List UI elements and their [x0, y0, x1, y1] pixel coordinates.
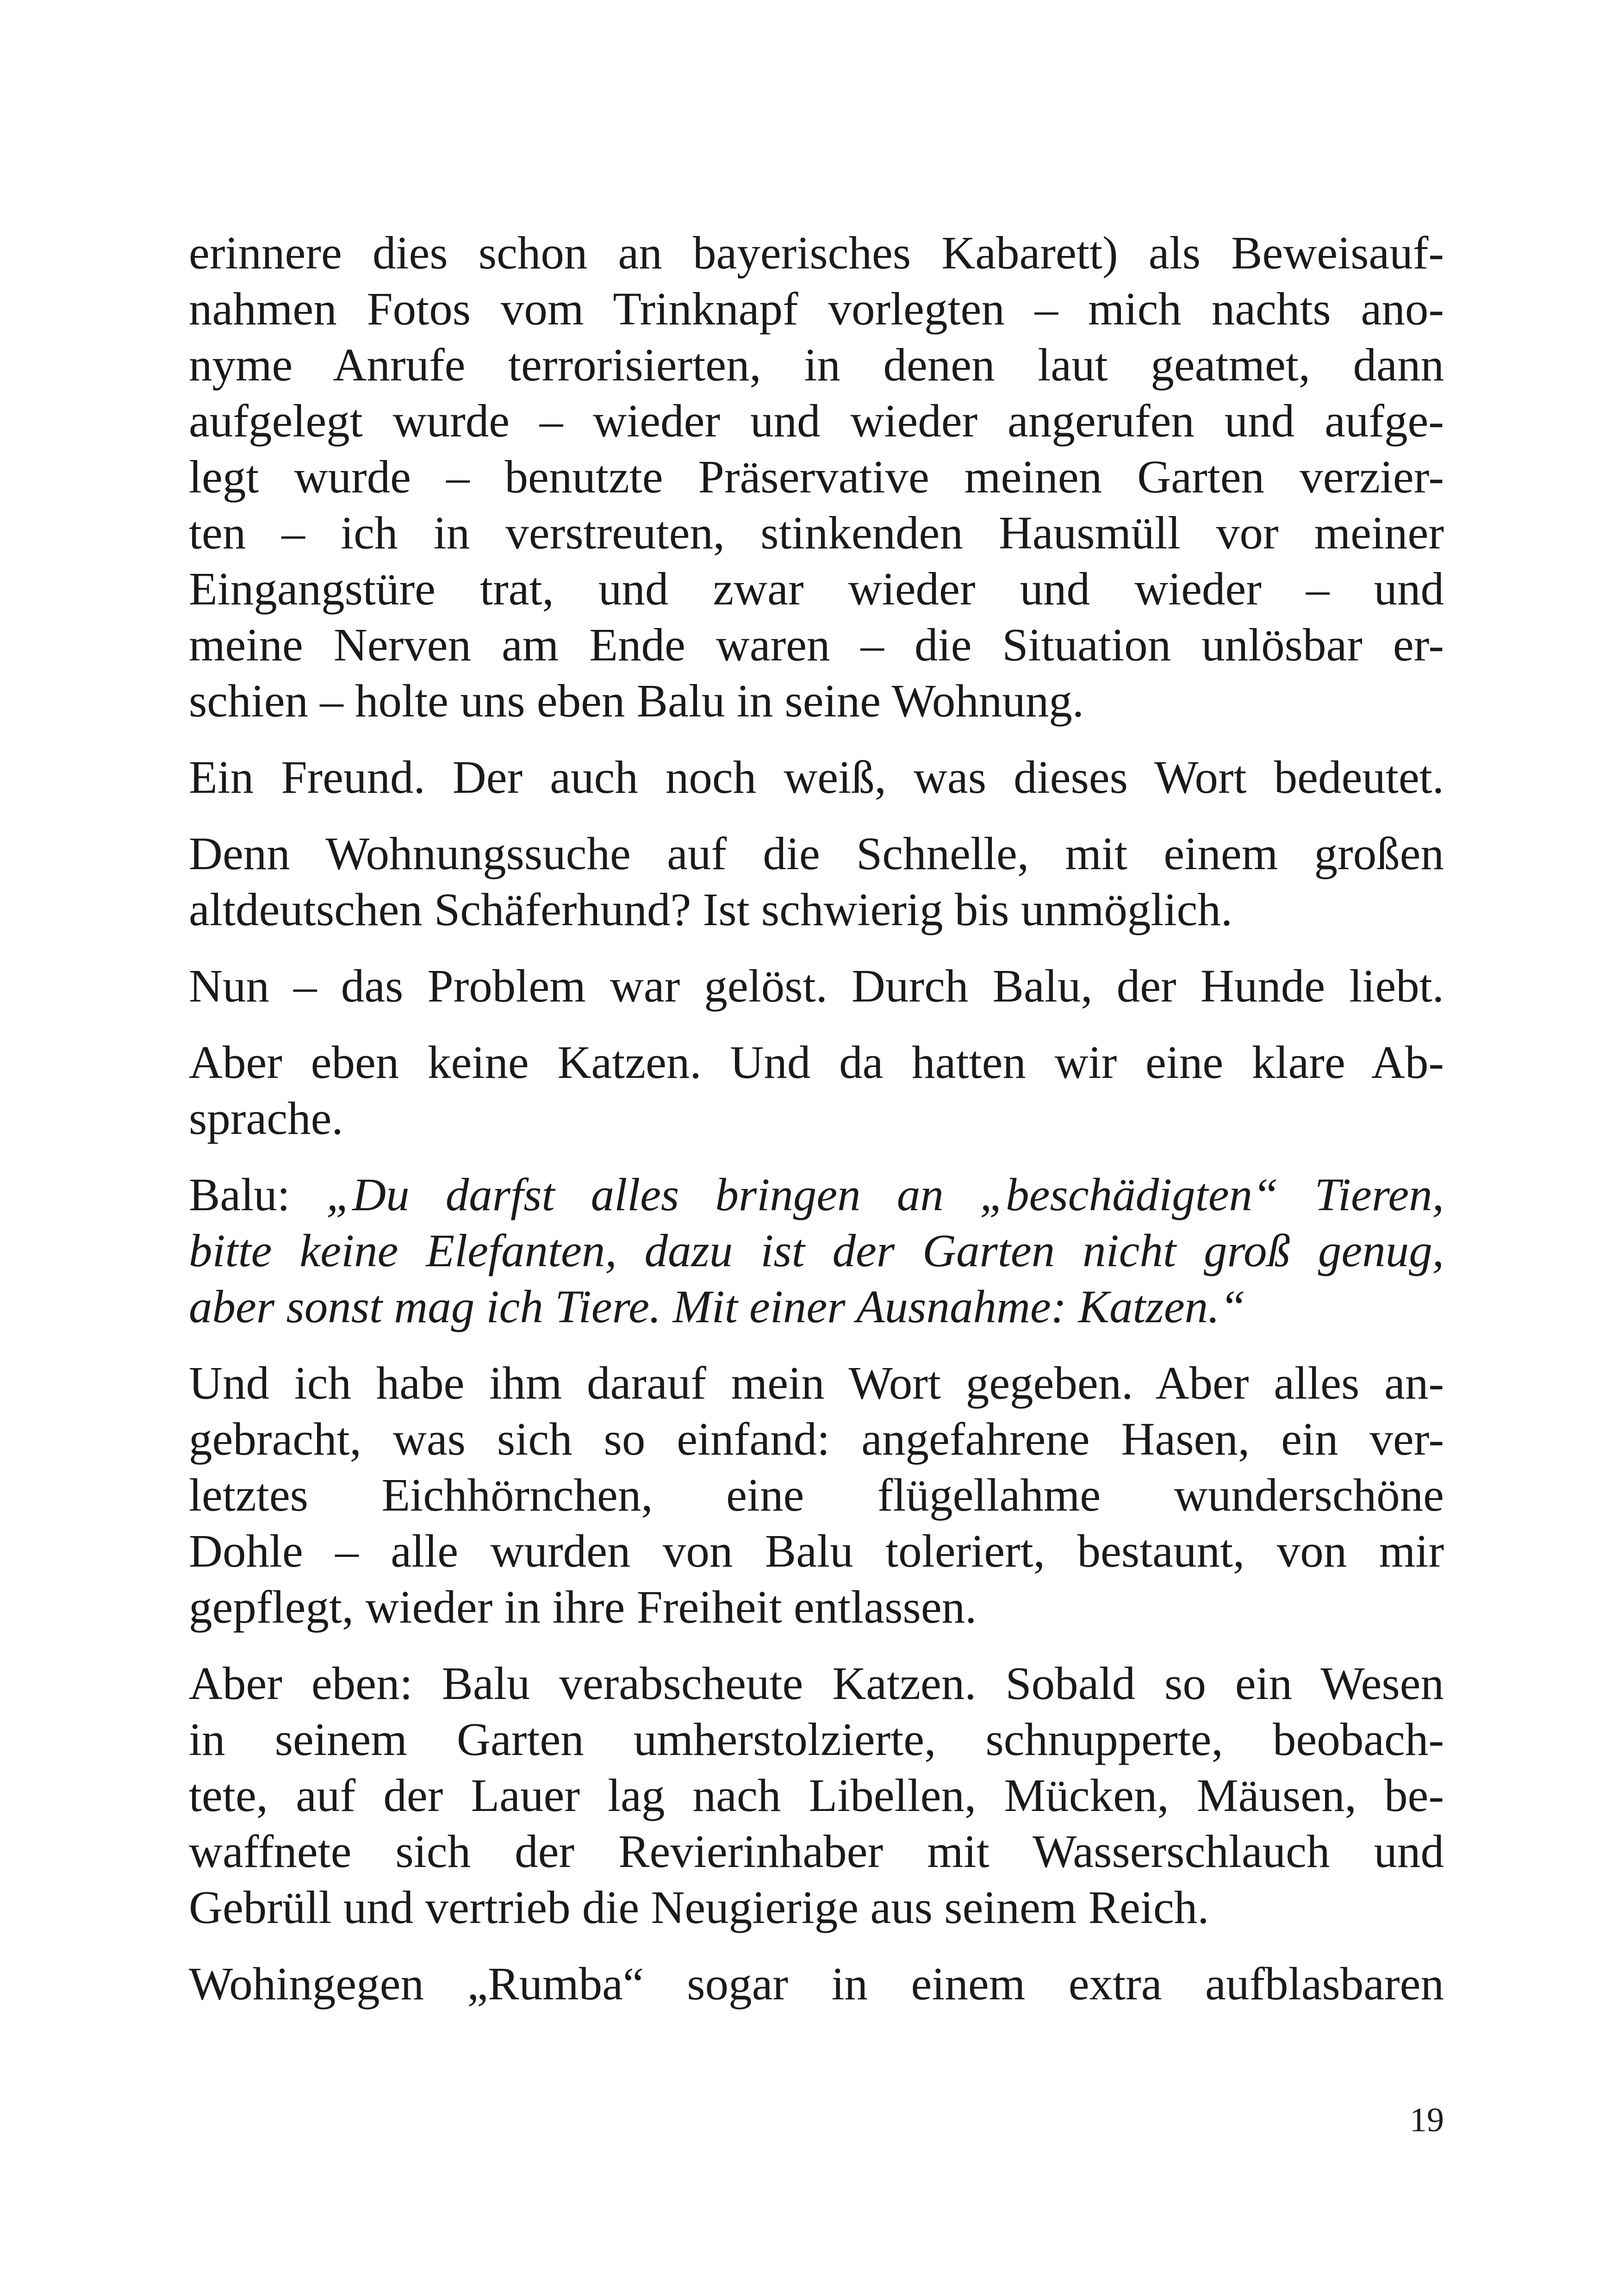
text-line: meine Nerven am Ende waren – die Situation unlösbar er- — [189, 619, 1444, 671]
text-line: in seinem Garten umherstolzierte, schnupperte, beobach- — [189, 1713, 1444, 1765]
text-line: Denn Wohnungssuche auf die Schnelle, mit einem großen — [189, 828, 1444, 879]
text-line: Eingangstüre trat, und zwar wieder und wieder – und — [189, 563, 1444, 615]
text-line: erinnere dies schon an bayerisches Kabarett) als Beweisauf- — [189, 227, 1444, 279]
text-line: Ein Freund. Der auch noch weiß, was dieses Wort bedeutet. — [189, 751, 1444, 803]
text-line: gebracht, was sich so einfand: angefahrene Hasen, ein ver- — [189, 1413, 1444, 1465]
paragraph — [189, 749, 1444, 805]
speaker-label: Balu: — [189, 1169, 326, 1220]
text-line: sprache. — [189, 1092, 343, 1144]
text-line: Gebrüll und vertrieb die Neugierige aus seinem Reich. — [189, 1881, 1209, 1933]
quoted-speech: bitte keine Elefanten, dazu ist der Garten nicht groß genug, — [189, 1225, 1444, 1276]
paragraph — [189, 1355, 1444, 1635]
paragraph — [189, 1655, 1444, 1935]
text-line: schien – holte uns eben Balu in seine Wohnung. — [189, 675, 1084, 727]
quoted-speech: „Du darfst alles bringen an „beschädigten“ Tieren, — [326, 1169, 1444, 1220]
text-line: letztes Eichhörnchen, eine flügellahme wunderschöne — [189, 1469, 1444, 1521]
text-line: Wohingegen „Rumba“ sogar in einem extra aufblasbaren — [189, 1958, 1444, 2010]
text-line: aufgelegt wurde – wieder und wieder angerufen und aufge- — [189, 395, 1444, 447]
text-line: Aber eben keine Katzen. Und da hatten wir eine klare Ab- — [189, 1036, 1444, 1088]
quoted-speech: aber sonst mag ich Tiere. Mit einer Ausnahme: Katzen.“ — [189, 1281, 1246, 1332]
paragraph — [189, 225, 1444, 729]
text-line: Nun – das Problem war gelöst. Durch Balu, der Hunde liebt. — [189, 960, 1444, 1012]
text-line: Dohle – alle wurden von Balu toleriert, bestaunt, von mir — [189, 1525, 1444, 1577]
paragraph — [189, 826, 1444, 938]
text-line: ten – ich in verstreuten, stinkenden Hausmüll vor meiner — [189, 507, 1444, 559]
text-line: tete, auf der Lauer lag nach Libellen, Mücken, Mäusen, be- — [189, 1769, 1444, 1821]
paragraph — [189, 958, 1444, 1014]
text-line: gepflegt, wieder in ihre Freiheit entlassen. — [189, 1581, 977, 1633]
text-line: nyme Anrufe terrorisierten, in denen laut geatmet, dann — [189, 339, 1444, 391]
body-text — [189, 225, 1444, 2032]
text-line: waffnete sich der Revierinhaber mit Wasserschlauch und — [189, 1825, 1444, 1877]
text-line: Und ich habe ihm darauf mein Wort gegeben. Aber alles an- — [189, 1357, 1444, 1409]
paragraph — [189, 1034, 1444, 1146]
quote-paragraph — [189, 1167, 1444, 1335]
text-line: nahmen Fotos vom Trinknapf vorlegten – mich nachts ano- — [189, 283, 1444, 335]
page-number: 19 — [1410, 2101, 1444, 2139]
text-line: altdeutschen Schäferhund? Ist schwierig bis unmöglich. — [189, 884, 1233, 935]
text-line: legt wurde – benutzte Präservative meinen Garten verzier- — [189, 451, 1444, 503]
text-line: Aber eben: Balu verabscheute Katzen. Sobald so ein Wesen — [189, 1657, 1444, 1709]
text-line — [189, 1167, 1444, 1223]
paragraph — [189, 1956, 1444, 2012]
